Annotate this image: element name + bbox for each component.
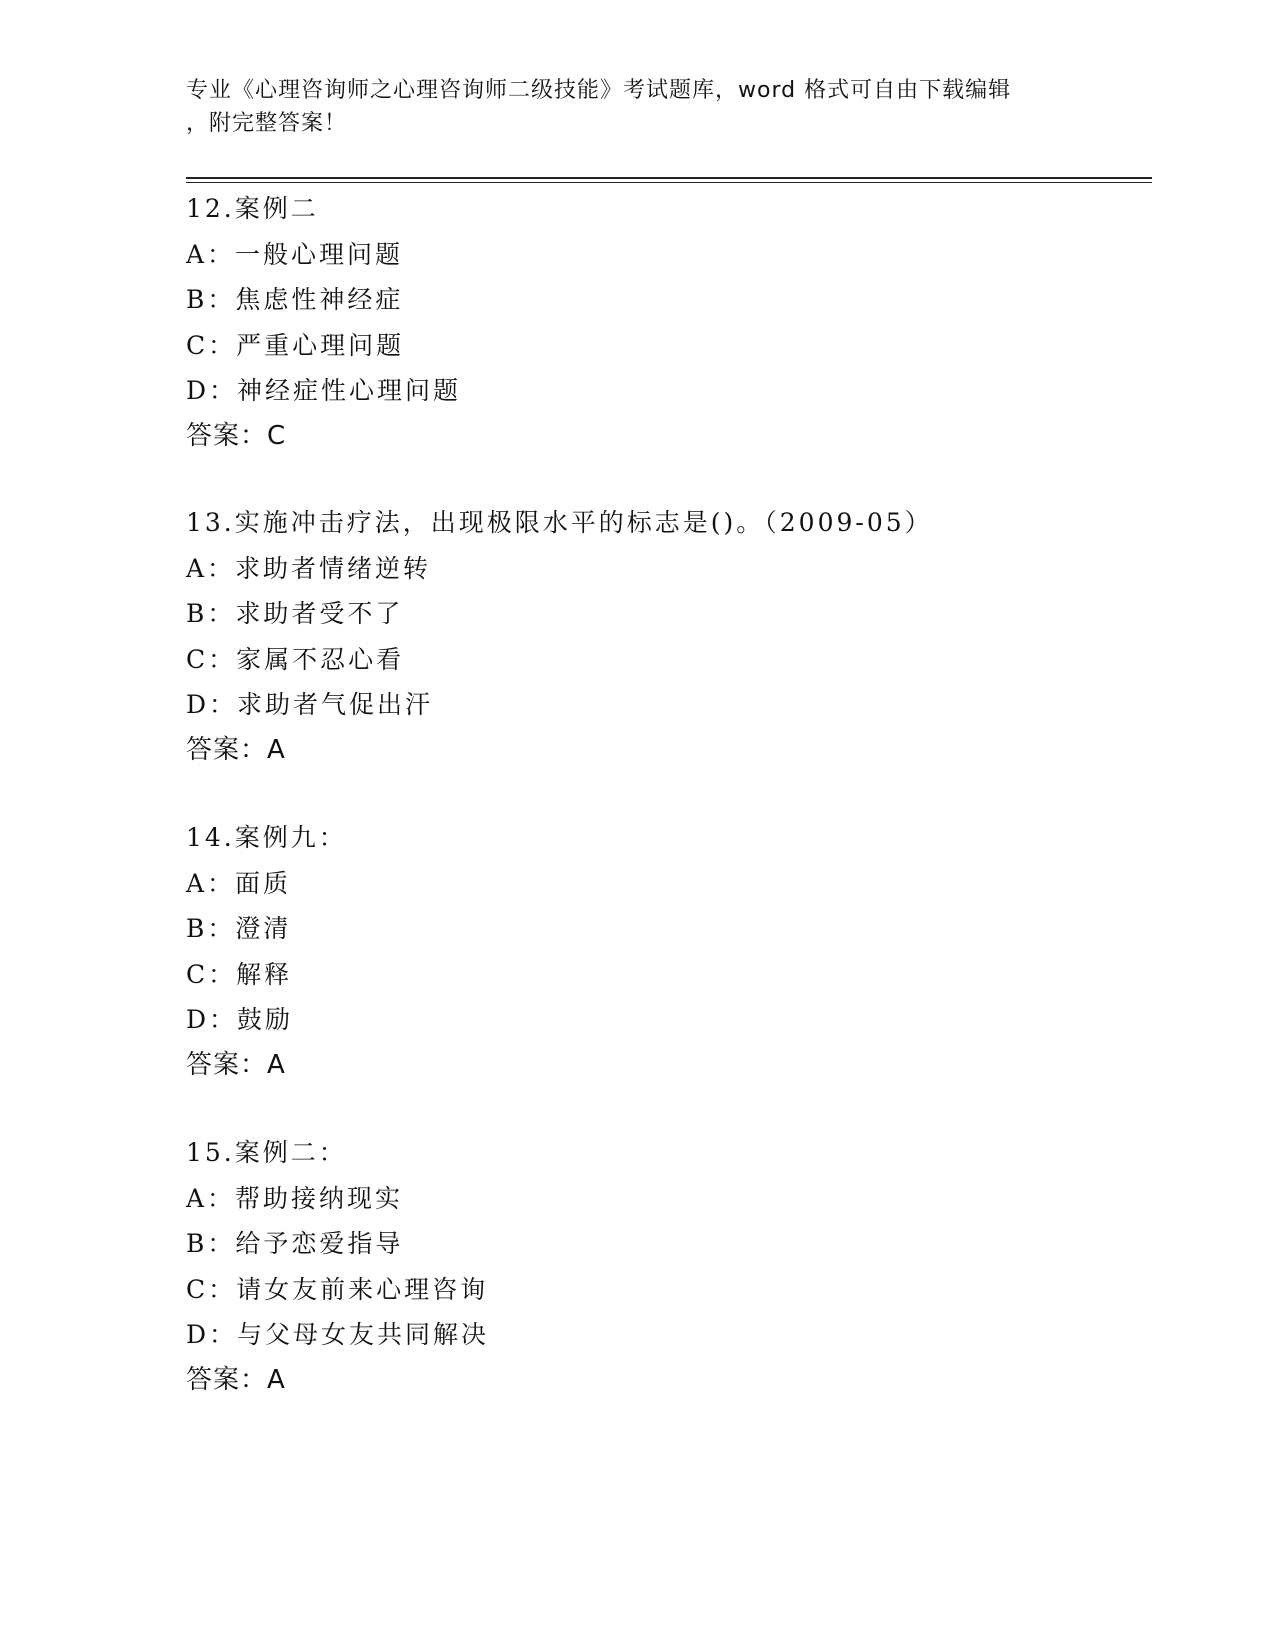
question-block-12 bbox=[186, 186, 1186, 459]
option-c: C：家属不忍心看 bbox=[186, 644, 405, 674]
document-header bbox=[186, 74, 1066, 140]
option-c: C：请女友前来心理咨询 bbox=[186, 1274, 489, 1304]
question-block-15 bbox=[186, 1130, 1186, 1403]
option-d: D：鼓励 bbox=[186, 1005, 294, 1034]
option-b: B：给予恋爱指导 bbox=[186, 1229, 404, 1258]
option-a: A：帮助接纳现实 bbox=[186, 1183, 404, 1213]
option-c: C：严重心理问题 bbox=[186, 330, 405, 360]
header-line-2: ，附完整答案！ bbox=[186, 111, 348, 136]
question-stem: 12.案例二 bbox=[186, 194, 319, 223]
option-a: A：求助者情绪逆转 bbox=[186, 553, 432, 583]
option-b: B：焦虑性神经症 bbox=[186, 285, 404, 314]
answer: 答案：C bbox=[186, 420, 287, 451]
question-block-13 bbox=[186, 500, 1186, 773]
header-divider bbox=[186, 177, 1152, 183]
answer: 答案：A bbox=[186, 734, 286, 765]
option-d: D：与父母女友共同解决 bbox=[186, 1320, 490, 1349]
header-line-1: 专业《心理咨询师之心理咨询师二级技能》考试题库，word 格式可自由下载编辑 bbox=[186, 78, 1012, 103]
option-a: A：面质 bbox=[186, 868, 292, 898]
option-d: D：求助者气促出汗 bbox=[186, 690, 434, 719]
question-stem: 15.案例二： bbox=[186, 1138, 347, 1167]
option-b: B：澄清 bbox=[186, 914, 292, 943]
answer: 答案：A bbox=[186, 1364, 286, 1395]
question-stem: 14.案例九： bbox=[186, 823, 347, 852]
option-d: D：神经症性心理问题 bbox=[186, 376, 462, 405]
question-block-14 bbox=[186, 815, 1186, 1088]
option-a: A：一般心理问题 bbox=[186, 239, 404, 269]
answer: 答案：A bbox=[186, 1049, 286, 1080]
option-c: C：解释 bbox=[186, 959, 293, 989]
question-stem: 13.实施冲击疗法，出现极限水平的标志是()。（2009-05） bbox=[186, 508, 933, 537]
option-b: B：求助者受不了 bbox=[186, 599, 404, 628]
